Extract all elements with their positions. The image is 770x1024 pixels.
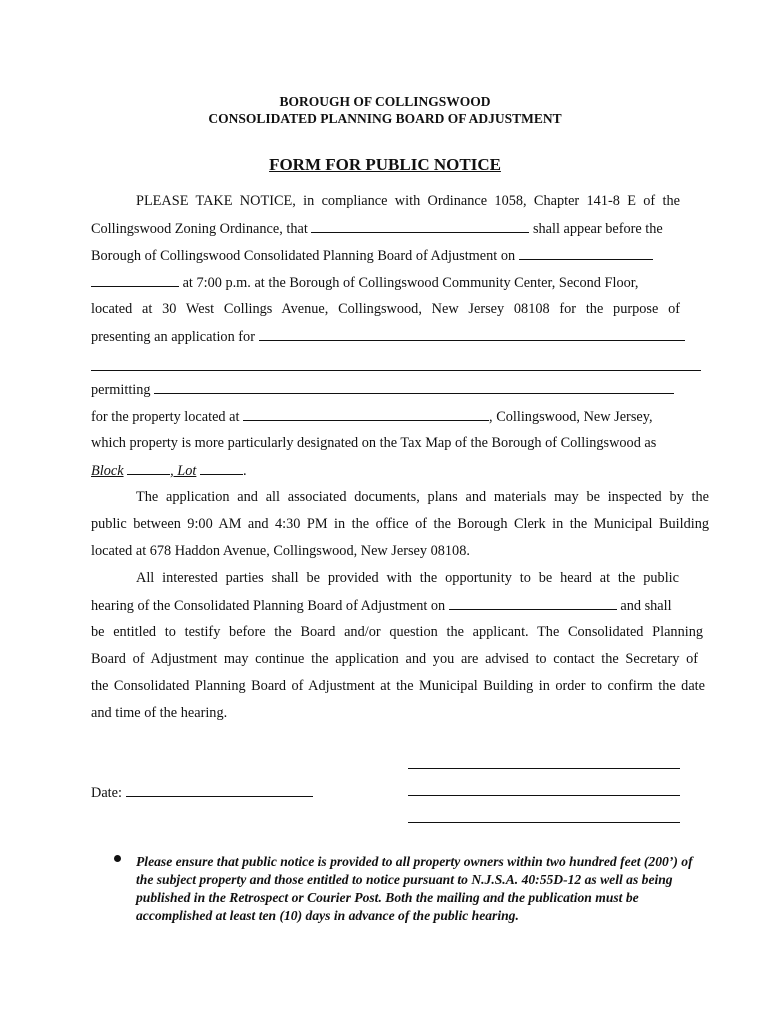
form-title: FORM FOR PUBLIC NOTICE xyxy=(269,155,501,174)
p1-line-3-text: Borough of Collingswood Consolidated Planning Board of Adjustment on xyxy=(91,248,516,264)
p3-line-1: All interested parties shall be provided with the opportunity to be heard at the public xyxy=(136,570,679,586)
p2-line-2: public between 9:00 AM and 4:30 PM in the office of the Borough Clerk in the Municipal Building xyxy=(91,516,709,532)
signature-line-2[interactable] xyxy=(408,795,680,796)
p3-line-3: be entitled to testify before the Board and/or question the applicant. The Consolidated Planning xyxy=(91,624,703,640)
p1-line-4 xyxy=(91,273,639,292)
p1-line-4-text: at 7:00 p.m. at the Borough of Collingswood Community Center, Second Floor, xyxy=(182,275,639,291)
header-line-1: BOROUGH OF COLLINGSWOOD xyxy=(279,94,491,109)
p1-line-5: located at 30 West Collings Avenue, Collingswood, New Jersey 08108 for the purpose of xyxy=(91,301,680,317)
p1-line-2 xyxy=(91,219,663,238)
hearing-date-blank-1[interactable] xyxy=(519,246,653,260)
p3-line-4: Board of Adjustment may continue the application and you are advised to contact the Secretary of xyxy=(91,651,698,667)
header-line-2: CONSOLIDATED PLANNING BOARD OF ADJUSTMENT xyxy=(208,111,562,126)
notice-instructions: Please ensure that public notice is provided to all property owners within two hundred feet (200’) of the subject property and those entitled to notice pursuant to N.J.S.A. 40:55D-12 as well as being published in the Retrospect or Courier Post. Both the mailing and the publication must be accomplished at least ten (10) days in advance of the public hearing. xyxy=(136,854,693,923)
bullet-icon xyxy=(114,855,121,862)
p2-line-1: The application and all associated documents, plans and materials may be inspected by the xyxy=(136,489,709,505)
p1-line-9-a: for the property located at xyxy=(91,409,240,425)
hearing-date-blank-2[interactable] xyxy=(91,273,179,287)
hearing-date-blank-3[interactable] xyxy=(449,596,617,610)
p3-line-6: and time of the hearing. xyxy=(91,705,228,721)
p1-line-1: PLEASE TAKE NOTICE, in compliance with Ordinance 1058, Chapter 141-8 E of the xyxy=(136,193,680,209)
p1-line-3 xyxy=(91,246,653,265)
applicant-name-blank[interactable] xyxy=(311,219,529,233)
date-row xyxy=(91,783,313,802)
application-purpose-blank-2[interactable] xyxy=(91,370,701,371)
lot-label: , Lot xyxy=(170,463,197,479)
p1-line-11 xyxy=(91,461,247,480)
property-address-blank[interactable] xyxy=(243,407,489,421)
permitting-blank[interactable] xyxy=(154,380,674,394)
p1-line-2-b: shall appear before the xyxy=(532,221,663,237)
p3-line-5: the Consolidated Planning Board of Adjustment at the Municipal Building in order to confirm the date xyxy=(91,678,705,694)
signature-line-3[interactable] xyxy=(408,822,680,823)
date-blank[interactable] xyxy=(126,783,313,797)
block-label: Block xyxy=(91,463,124,479)
block-lot-period: . xyxy=(242,463,247,479)
date-label: Date: xyxy=(91,785,122,801)
signature-line-1[interactable] xyxy=(408,768,680,769)
p1-line-6-text: presenting an application for xyxy=(91,329,255,345)
p1-line-8-text: permitting xyxy=(91,382,151,398)
p3-line-2 xyxy=(91,596,672,615)
p1-line-2-a: Collingswood Zoning Ordinance, that xyxy=(91,221,308,237)
p1-line-9 xyxy=(91,407,653,426)
p1-line-8 xyxy=(91,380,674,399)
p3-line-2-a: hearing of the Consolidated Planning Board of Adjustment on xyxy=(91,598,446,614)
application-purpose-blank-1[interactable] xyxy=(259,327,685,341)
p2-line-3: located at 678 Haddon Avenue, Collingswood, New Jersey 08108. xyxy=(91,543,470,559)
p1-line-10: which property is more particularly designated on the Tax Map of the Borough of Collingswood as xyxy=(91,435,657,451)
p3-line-2-b: and shall xyxy=(620,598,672,614)
lot-blank[interactable] xyxy=(200,461,243,475)
p1-line-6 xyxy=(91,327,685,346)
block-blank[interactable] xyxy=(127,461,170,475)
p1-line-9-b: , Collingswood, New Jersey, xyxy=(489,409,653,425)
